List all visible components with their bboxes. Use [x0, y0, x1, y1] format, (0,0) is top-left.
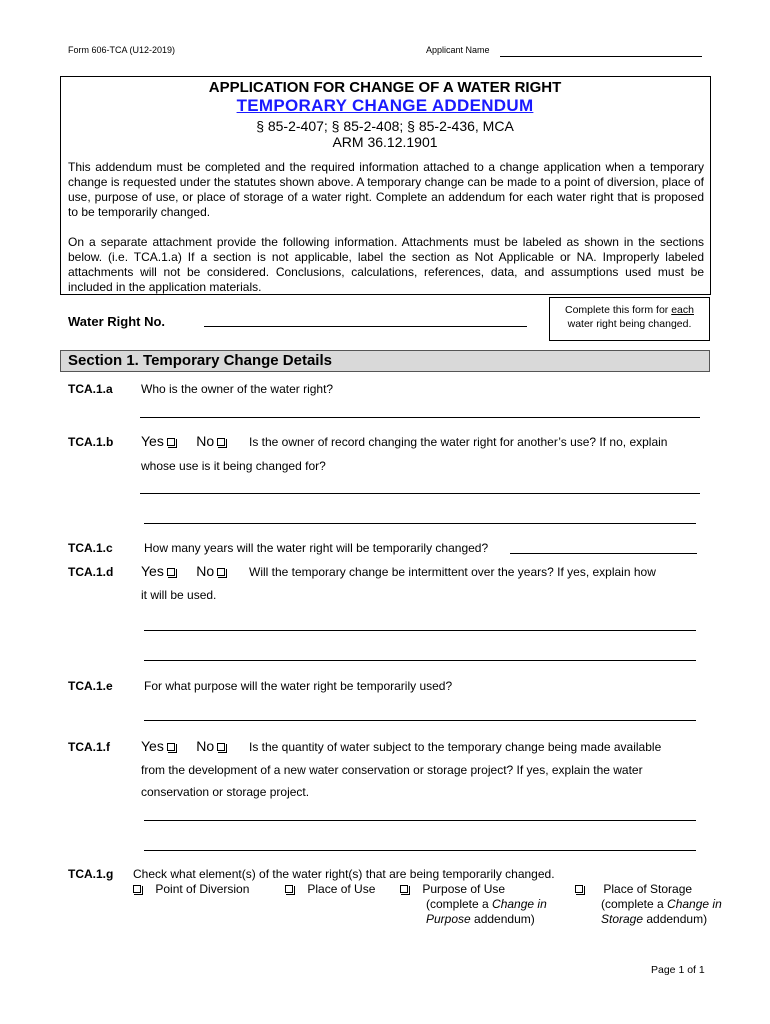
- question-a-text: Who is the owner of the water right?: [141, 382, 334, 396]
- place-of-storage-checkbox[interactable]: [575, 885, 583, 893]
- question-b-text: Is the owner of record changing the water right for another’s use? If no, explain: [249, 435, 668, 449]
- applicant-name-field[interactable]: [500, 56, 702, 57]
- yes-checkbox-d[interactable]: [167, 568, 175, 576]
- option-place-of-use: Place of Use: [282, 882, 375, 897]
- option-place-of-storage: Place of Storage: [572, 882, 692, 897]
- question-e-text: For what purpose will the water right be temporarily used?: [144, 679, 453, 693]
- option-point-of-diversion: Point of Diversion: [130, 882, 249, 897]
- intro-paragraph-1: This addendum must be completed and the required information attached to a change application when a temporary change is requested under the statutes shown above. A temporary change can be made to a point of diversion, place of use, purpose of use, or place of storage of a water right. Complete an addendum for each water right that is proposed to be temporarily changed.: [68, 160, 704, 219]
- water-right-label: Water Right No.: [68, 314, 166, 329]
- question-d-text: Will the temporary change be intermittent over the years? If yes, explain how: [249, 565, 656, 579]
- question-d-text2: it will be used.: [141, 588, 217, 602]
- addendum-title: TEMPORARY CHANGE ADDENDUM: [236, 96, 534, 115]
- section-1-title: Section 1. Temporary Change Details: [68, 352, 332, 369]
- answer-line-f1[interactable]: [144, 820, 696, 821]
- applicant-name-label: Applicant Name: [426, 45, 490, 55]
- statutes: § 85-2-407; § 85-2-408; § 85-2-436, MCA: [256, 118, 514, 134]
- point-of-diversion-checkbox[interactable]: [133, 885, 141, 893]
- page-number: Page 1 of 1: [651, 964, 705, 976]
- yes-no-d: Yes No: [141, 563, 228, 581]
- option-purpose-of-use: Purpose of Use: [397, 882, 505, 897]
- question-c-text: How many years will the water right will be temporarily changed?: [144, 541, 489, 555]
- question-f-text3: conservation or storage project.: [141, 785, 310, 799]
- no-checkbox-f[interactable]: [217, 743, 225, 751]
- form-title: APPLICATION FOR CHANGE OF A WATER RIGHT: [208, 79, 562, 96]
- answer-line-f2[interactable]: [144, 850, 696, 851]
- question-id-a: TCA.1.a: [68, 382, 113, 396]
- question-b-text2: whose use is it being changed for?: [141, 459, 326, 473]
- yes-no-f: Yes No: [141, 738, 228, 756]
- question-f-text2: from the development of a new water conservation or storage project? If yes, explain the water: [141, 763, 643, 777]
- purpose-of-use-checkbox[interactable]: [400, 885, 408, 893]
- form-id: Form 606-TCA (U12-2019): [68, 45, 176, 55]
- question-id-f: TCA.1.f: [68, 740, 110, 754]
- question-id-d: TCA.1.d: [68, 565, 114, 579]
- question-id-e: TCA.1.e: [68, 679, 113, 693]
- purpose-note: (complete a Change in Purpose addendum): [426, 897, 547, 926]
- question-id-g: TCA.1.g: [68, 867, 114, 881]
- answer-line-b2[interactable]: [144, 523, 696, 524]
- no-checkbox-b[interactable]: [217, 438, 225, 446]
- question-f-text: Is the quantity of water subject to the temporary change being made available: [249, 740, 662, 754]
- answer-line-e[interactable]: [144, 720, 696, 721]
- answer-line-c[interactable]: [510, 553, 697, 554]
- yes-no-b: Yes No: [141, 433, 228, 451]
- question-id-c: TCA.1.c: [68, 541, 113, 555]
- place-of-use-checkbox[interactable]: [285, 885, 293, 893]
- water-right-input[interactable]: [204, 326, 527, 327]
- answer-line-a[interactable]: [140, 417, 700, 418]
- yes-checkbox-f[interactable]: [167, 743, 175, 751]
- arm-reference: ARM 36.12.1901: [332, 134, 438, 150]
- answer-line-b1[interactable]: [140, 493, 700, 494]
- answer-line-d2[interactable]: [144, 660, 696, 661]
- answer-line-d1[interactable]: [144, 630, 696, 631]
- question-id-b: TCA.1.b: [68, 435, 114, 449]
- storage-note: (complete a Change in Storage addendum): [601, 897, 722, 926]
- question-g-text: Check what element(s) of the water right(s) that are being temporarily changed.: [133, 867, 555, 881]
- yes-checkbox-b[interactable]: [167, 438, 175, 446]
- each-right-note: Complete this form for each water right being changed.: [549, 297, 710, 341]
- no-checkbox-d[interactable]: [217, 568, 225, 576]
- intro-paragraph-2: On a separate attachment provide the following information. Attachments must be labeled as shown in the sections below. (i.e. TCA.1.a) If a section is not applicable, label the section as Not Applicable or NA. Improperly labeled attachments will not be considered. Conclusions, calculations, references, data, and assumptions used must be included in the application materials.: [68, 235, 704, 294]
